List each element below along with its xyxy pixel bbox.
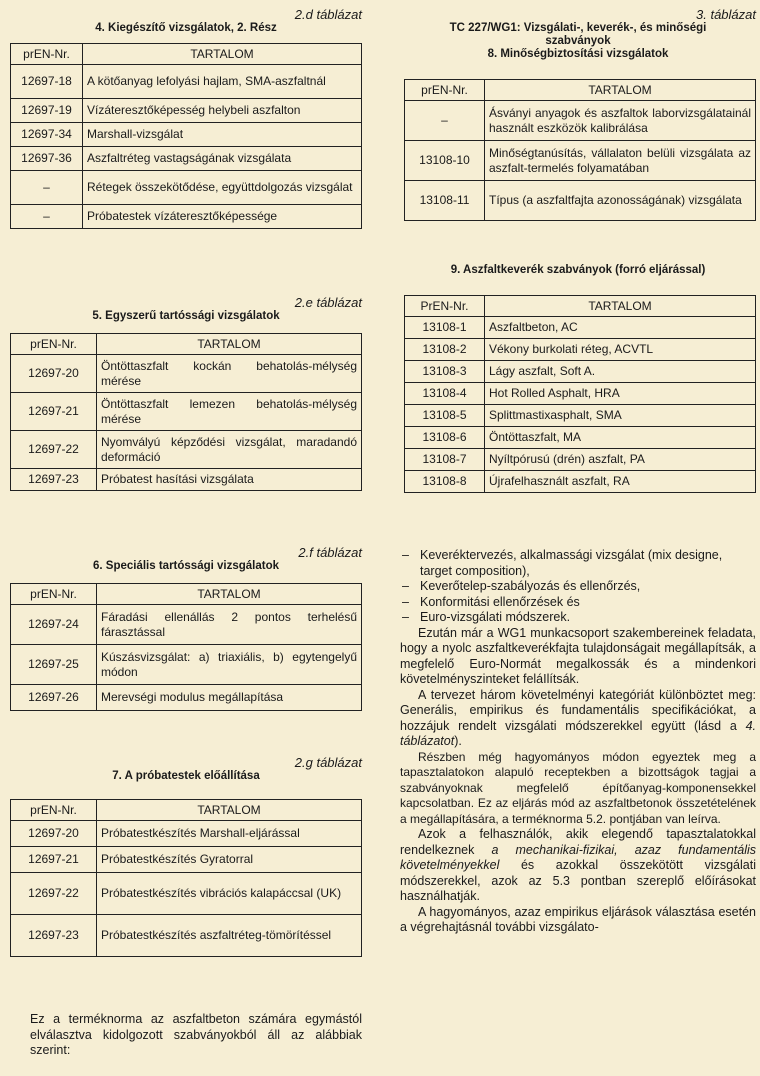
paragraph-4-end: és azokkal összekötött vizsgálati módszerekkel, azok az 5.3 pontban szereplő előírásokat használhatják. bbox=[400, 858, 756, 903]
table-row bbox=[405, 339, 756, 361]
header-nr: prEN-Nr. bbox=[11, 44, 83, 65]
paragraph-2 bbox=[400, 688, 756, 750]
row-nr: 12697-20 bbox=[11, 821, 97, 847]
table-2d bbox=[10, 43, 362, 229]
paragraph-4-text: Azok a felhasználók, akik elegendő tapasztalatokkal rendelkeznek bbox=[400, 827, 756, 857]
row-nr: 12697-19 bbox=[11, 99, 83, 123]
header-nr: prEN-Nr. bbox=[11, 334, 97, 355]
row-text: A kötőanyag lefolyási hajlam, SMA-aszfaltnál bbox=[83, 65, 362, 99]
table-row bbox=[11, 171, 362, 205]
header-nr: prEN-Nr. bbox=[11, 800, 97, 821]
table-row bbox=[405, 361, 756, 383]
intro-paragraph: Ez a terméknorma az aszfaltbeton számára egymástól elválasztva kidolgozott szabványokból áll az alábbiak szerint: bbox=[30, 1012, 362, 1057]
table-3 bbox=[404, 79, 756, 221]
body-text bbox=[400, 548, 756, 936]
table-row bbox=[11, 393, 362, 431]
table-9 bbox=[404, 295, 756, 493]
table-row bbox=[405, 405, 756, 427]
list-item: – Euro-vizsgálati módszerek. bbox=[402, 610, 571, 624]
table-row bbox=[11, 123, 362, 147]
row-nr: 13108-1 bbox=[405, 317, 485, 339]
list-item: – Konformitási ellenőrzések és bbox=[402, 594, 580, 609]
row-nr: – bbox=[405, 101, 485, 141]
table-3-ref: 3. táblázat bbox=[696, 7, 756, 22]
row-text: Próbatestkészítés aszfaltréteg-tömörítéssel bbox=[97, 915, 362, 957]
table-row bbox=[405, 101, 756, 141]
row-nr: 12697-21 bbox=[11, 847, 97, 873]
row-text: Próbatest hasítási vizsgálata bbox=[97, 469, 362, 491]
bullet-list bbox=[400, 548, 756, 626]
row-text: Aszfaltréteg vastagságának vizsgálata bbox=[83, 147, 362, 171]
row-nr: 13108-6 bbox=[405, 427, 485, 449]
header-content: TARTALOM bbox=[485, 80, 756, 101]
table-row bbox=[11, 147, 362, 171]
row-nr: 12697-23 bbox=[11, 915, 97, 957]
row-text: Merevségi modulus megállapítása bbox=[97, 685, 362, 711]
table-header-row bbox=[11, 334, 362, 355]
row-text: Öntöttaszfalt, MA bbox=[485, 427, 756, 449]
row-text: Kúszásvizsgálat: a) triaxiális, b) egytengelyű módon bbox=[97, 645, 362, 685]
table-row bbox=[405, 317, 756, 339]
paragraph-1: Ezután már a WG1 munkacsoport szakembereinek feladata, hogy a nyolc aszfaltkeverékfajta tulajdonságait megállapítsák, a megfelelő Euro-Normát megalkossák és a mindenkori követelményszinteket feláIlítsák. bbox=[400, 625, 756, 686]
table-row bbox=[405, 383, 756, 405]
table-row bbox=[11, 605, 362, 645]
row-text: Öntöttaszfalt kockán behatolás-mélység mérése bbox=[97, 355, 362, 393]
header-content: TARTALOM bbox=[97, 800, 362, 821]
row-text: Lágy aszfalt, Soft A. bbox=[485, 361, 756, 383]
paragraph-2-text: A tervezet három követelményi kategóriát különböztet meg: Generális, empirikus és fundamentális specifikációkat, a hozzájuk rendelt vizsgálati módszerekkel együtt (lásd a bbox=[400, 687, 756, 733]
list-item-text: Konformitási ellenőrzések és bbox=[420, 594, 580, 609]
table-2e-ref: 2.e táblázat bbox=[294, 295, 362, 310]
table-2f bbox=[10, 583, 362, 711]
table-header-row bbox=[405, 296, 756, 317]
row-nr: 12697-23 bbox=[11, 469, 97, 491]
row-nr: 12697-24 bbox=[11, 605, 97, 645]
table-row bbox=[11, 99, 362, 123]
list-item-text: Keverőtelep-szabályozás és ellenőrzés, bbox=[420, 579, 641, 593]
table-header-row bbox=[11, 584, 362, 605]
row-text: Próbatestek vízáteresztőképessége bbox=[83, 205, 362, 229]
paragraph-4-emphasis: a mechanikai-fizikai, azaz fundamentális követelményekkel bbox=[400, 842, 757, 872]
row-text: Öntöttaszfalt lemezen behatolás-mélység mérése bbox=[97, 393, 362, 431]
table-row bbox=[11, 915, 362, 957]
table-2e-block bbox=[10, 296, 362, 491]
row-nr: 12697-25 bbox=[11, 645, 97, 685]
list-item-text: Euro-vizsgálati módszerek. bbox=[420, 610, 571, 624]
table-row bbox=[11, 685, 362, 711]
table-2e bbox=[10, 333, 362, 491]
row-nr: 13108-5 bbox=[405, 405, 485, 427]
row-text: Hot Rolled Asphalt, HRA bbox=[485, 383, 756, 405]
row-text: Vékony burkolati réteg, ACVTL bbox=[485, 339, 756, 361]
row-text: Próbatestkészítés Gyratorral bbox=[97, 847, 362, 873]
row-nr: 12697-22 bbox=[11, 431, 97, 469]
table-row bbox=[11, 847, 362, 873]
table-header-row bbox=[11, 800, 362, 821]
row-text: Vízáteresztőképesség helybeli aszfalton bbox=[83, 99, 362, 123]
table-2d-block bbox=[10, 8, 362, 229]
row-nr: 12697-26 bbox=[11, 685, 97, 711]
paragraph-2-end: ). bbox=[454, 734, 462, 748]
table-row bbox=[11, 355, 362, 393]
row-nr: 13108-10 bbox=[405, 141, 485, 181]
row-nr: 13108-3 bbox=[405, 361, 485, 383]
row-text: Marshall-vizsgálat bbox=[83, 123, 362, 147]
table-2d-title: 4. Kiegészítő vizsgálatok, 2. Rész bbox=[95, 22, 277, 34]
list-item-text: Keveréktervezés, alkalmassági vizsgálat (mix designe, target composition), bbox=[420, 548, 723, 578]
paragraph-4 bbox=[400, 827, 756, 905]
table-2f-title: 6. Speciális tartóssági vizsgálatok bbox=[93, 560, 279, 572]
list-item: – Keveréktervezés, alkalmassági vizsgálat (mix designe, target composition), bbox=[402, 548, 723, 578]
table-row bbox=[405, 181, 756, 221]
row-text: Minőségtanúsítás, vállalaton belüli vizsgálata az aszfalt-termelés folyamatában bbox=[485, 141, 756, 181]
table-3-subtitle: 8. Minőségbiztosítási vizsgálatok bbox=[487, 48, 669, 60]
row-nr: – bbox=[11, 171, 83, 205]
row-text: Aszfaltbeton, AC bbox=[485, 317, 756, 339]
table-2g-title: 7. A próbatestek előállítása bbox=[112, 770, 260, 782]
row-nr: – bbox=[11, 205, 83, 229]
table-2f-ref: 2.f táblázat bbox=[298, 545, 362, 560]
row-nr: 12697-22 bbox=[11, 873, 97, 915]
row-text: Próbatestkészítés Marshall-eljárással bbox=[97, 821, 362, 847]
table-2f-block bbox=[10, 546, 362, 711]
row-text: Típus (a aszfaltfajta azonosságának) vizsgálata bbox=[485, 181, 756, 221]
table-header-row bbox=[11, 44, 362, 65]
table-row bbox=[11, 645, 362, 685]
row-text: Ásványi anyagok és aszfaltok laborvizsgálatainál használt eszközök kalibrálása bbox=[485, 101, 756, 141]
row-nr: 12697-18 bbox=[11, 65, 83, 99]
table-row bbox=[405, 427, 756, 449]
paragraph-3: Részben még hagyományos módon egyeztek meg a tapasztalatokon alapuló receptekben a bizottságok tagjai a szabványoknak megfelelő építőanyag-komponensekkel kapcsolatban. Ez az eljárás mód az aszfaltbetonok összetételének a megállapítására, a terméknorma 5.2. pontjában van leírva. bbox=[400, 749, 756, 826]
row-text: Nyíltpórusú (drén) aszfalt, PA bbox=[485, 449, 756, 471]
list-item: – Keverőtelep-szabályozás és ellenőrzés, bbox=[402, 579, 641, 593]
table-3-title: TC 227/WG1: Vizsgálati-, keverék-, és minőségi szabványok bbox=[449, 22, 707, 47]
row-text: Nyomvályú képződési vizsgálat, maradandó deformáció bbox=[97, 431, 362, 469]
table-2g-block bbox=[10, 756, 362, 957]
paragraph-5: A hagyományos, azaz empirikus eljárások választása esetén a végrehajtásnál további vizsgálato- bbox=[400, 904, 756, 934]
table-9-title: 9. Aszfaltkeverék szabványok (forró eljárással) bbox=[450, 264, 706, 276]
header-content: TARTALOM bbox=[97, 584, 362, 605]
header-content: TARTALOM bbox=[97, 334, 362, 355]
table-row bbox=[11, 821, 362, 847]
row-nr: 13108-4 bbox=[405, 383, 485, 405]
table-row bbox=[11, 65, 362, 99]
table-2e-title: 5. Egyszerű tartóssági vizsgálatok bbox=[92, 310, 280, 322]
table-row bbox=[405, 471, 756, 493]
row-nr: 13108-7 bbox=[405, 449, 485, 471]
row-nr: 12697-21 bbox=[11, 393, 97, 431]
table-3-block bbox=[400, 8, 756, 221]
row-nr: 12697-20 bbox=[11, 355, 97, 393]
table-row bbox=[11, 873, 362, 915]
table-row bbox=[11, 469, 362, 491]
header-content: TARTALOM bbox=[485, 296, 756, 317]
row-nr: 13108-2 bbox=[405, 339, 485, 361]
row-text: Rétegek összekötődése, együttdolgozás vizsgálat bbox=[83, 171, 362, 205]
header-nr: prEN-Nr. bbox=[405, 80, 485, 101]
row-nr: 12697-36 bbox=[11, 147, 83, 171]
table-row bbox=[11, 205, 362, 229]
table-row bbox=[405, 449, 756, 471]
row-text: Újrafelhasznált aszfalt, RA bbox=[485, 471, 756, 493]
header-content: TARTALOM bbox=[83, 44, 362, 65]
table-2d-ref: 2.d táblázat bbox=[294, 7, 362, 22]
header-nr: prEN-Nr. bbox=[11, 584, 97, 605]
table-9-block bbox=[400, 264, 756, 493]
row-text: Próbatestkészítés vibrációs kalapáccsal (UK) bbox=[97, 873, 362, 915]
row-nr: 13108-8 bbox=[405, 471, 485, 493]
table-row bbox=[11, 431, 362, 469]
table-reference: 4. táblázatot bbox=[400, 718, 756, 748]
row-text: Fáradási ellenállás 2 pontos terhelésű fárasztással bbox=[97, 605, 362, 645]
table-2g bbox=[10, 799, 362, 957]
header-nr: PrEN-Nr. bbox=[405, 296, 485, 317]
table-row bbox=[405, 141, 756, 181]
table-header-row bbox=[405, 80, 756, 101]
row-nr: 13108-11 bbox=[405, 181, 485, 221]
table-2g-ref: 2.g táblázat bbox=[294, 755, 362, 770]
row-nr: 12697-34 bbox=[11, 123, 83, 147]
row-text: Splittmastixasphalt, SMA bbox=[485, 405, 756, 427]
